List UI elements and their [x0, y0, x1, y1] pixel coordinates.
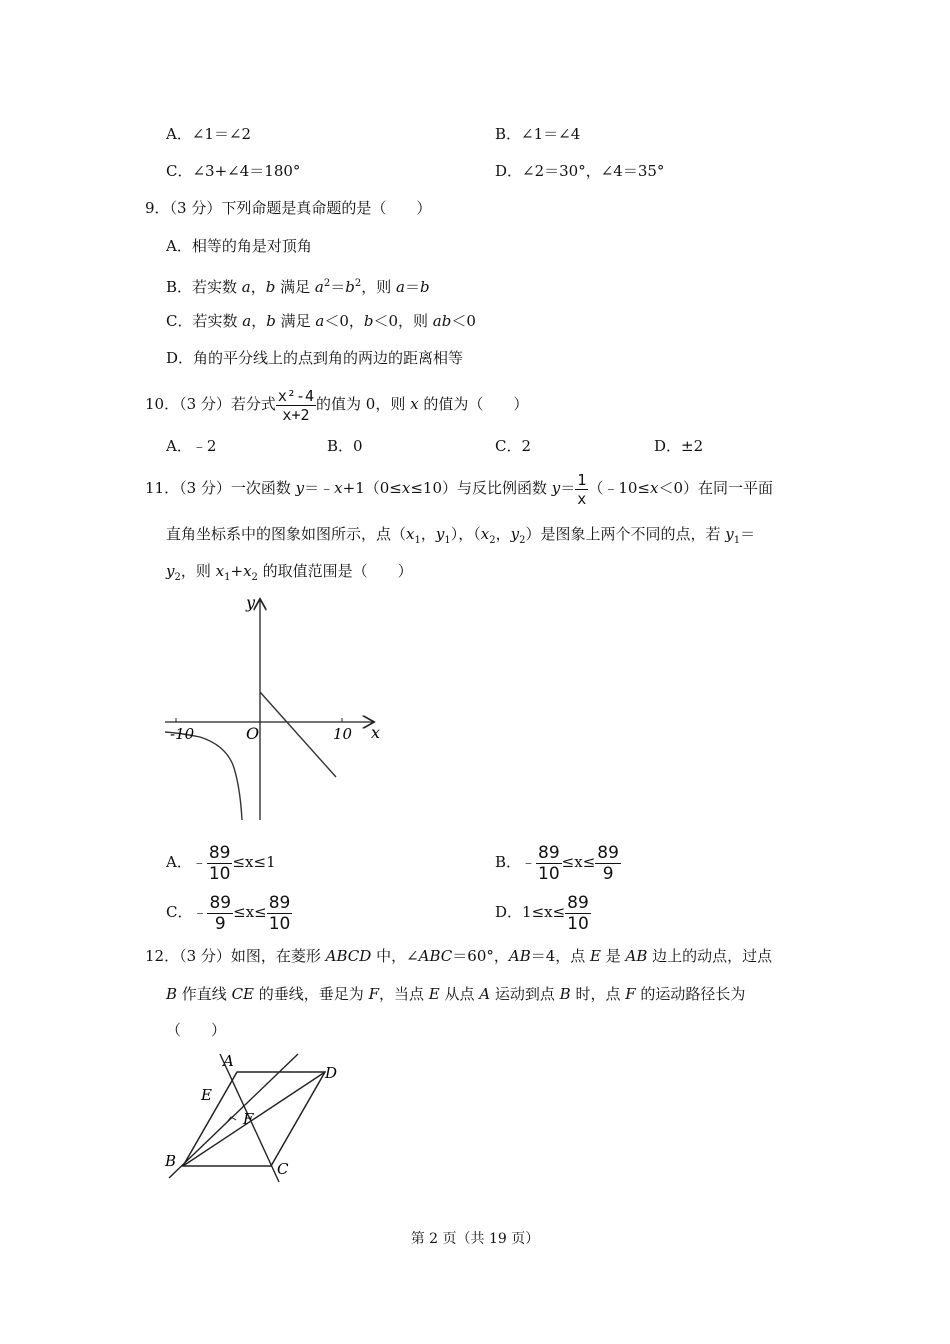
- q11-stem-line2: 直角坐标系中的图象如图所示，点（$x_1$，$y_1$），（$x_2$，$y_2$）是图象上两个不同的点，若 $y_1=$: [166, 525, 756, 546]
- q10-option-a: A．﹣2: [166, 437, 217, 455]
- q11-option-a: A．﹣ $\frac{89}{10}$ ≤x≤1: [166, 842, 276, 884]
- q12-stem-line2: B 作直线 CE 的垂线，垂足为 F，当点 E 从点 A 运动到点 B 时，点 F 的运动路径长为: [166, 985, 746, 1003]
- q9-option-a: A．相等的角是对顶角: [166, 237, 312, 255]
- x-axis-label: x: [371, 723, 381, 742]
- linear-function-line: [260, 692, 336, 777]
- label-a: A: [223, 1052, 234, 1070]
- label-c: C: [277, 1160, 289, 1178]
- q11-option-b: B．﹣ $\frac{89}{10}$ ≤x≤ $\frac{89}{9}$: [495, 842, 619, 884]
- tick-10: 10: [333, 725, 353, 743]
- q10-option-c: C．2: [495, 437, 532, 455]
- q11-function-graph: [160, 590, 390, 830]
- q11-stem-line1: 11．（3 分）一次函数 y＝﹣x+1（0≤x≤10）与反比例函数 y＝ $\frac{1}{x}$ （﹣10≤x＜0）在同一平面: [145, 470, 773, 508]
- q8-option-d: D．∠2＝30°，∠4＝35°: [495, 162, 665, 180]
- q8-option-b: B．∠1＝∠4: [495, 125, 581, 143]
- q8-option-c: C．∠3+∠4＝180°: [166, 162, 301, 180]
- q12-stem-line1: 12．（3 分）如图，在菱形 ABCD 中，∠ABC＝60°，AB＝4，点 E 是 AB 边上的动点，过点: [145, 947, 773, 965]
- q10-option-b: B．0: [327, 437, 363, 455]
- q9-option-d: D．角的平分线上的点到角的两边的距离相等: [166, 349, 464, 367]
- origin-label: O: [246, 724, 260, 743]
- page-footer: 第 2 页（共 19 页）: [410, 1231, 540, 1247]
- q8-option-a: A．∠1＝∠2: [166, 125, 252, 143]
- tick-neg10: -10: [170, 725, 195, 743]
- y-axis-label: y: [246, 593, 256, 612]
- q12-rhombus-figure: [155, 1050, 355, 1190]
- q9-option-c: C．若实数 a，b 满足 a＜0，b＜0，则 ab＜0: [166, 312, 476, 330]
- q11-fraction: $\frac{1}{x}$: [577, 470, 587, 508]
- q11-option-c: C．﹣ $\frac{89}{9}$ ≤x≤ $\frac{89}{10}$: [166, 892, 291, 934]
- label-d: D: [325, 1064, 338, 1082]
- q9-stem: 9．（3 分）下列命题是真命题的是（ ）: [145, 199, 432, 217]
- q10-stem: 10．（3 分）若分式 $\frac{\text{x²-4}}{x+2}$ 的值为 0，则 x 的值为（ ）: [145, 386, 529, 424]
- q11-stem-line3: $y_2$，则 $x_1+x_2$ 的取值范围是（ ）: [166, 562, 413, 583]
- q11-option-d: D．1≤x≤ $\frac{89}{10}$: [495, 892, 589, 934]
- q10-fraction: $\frac{\text{x²-4}}{x+2}$: [277, 386, 315, 424]
- q12-stem-line3: （ ）: [166, 1021, 227, 1039]
- label-f: F: [243, 1110, 254, 1128]
- q9-option-b: B．若实数 a，b 满足 $a^2=b^2$，则 a＝b: [166, 278, 430, 296]
- q10-option-d: D．±2: [654, 437, 704, 455]
- label-b: B: [165, 1152, 177, 1170]
- label-e: E: [201, 1086, 212, 1104]
- hyperbola-curve: [165, 732, 242, 820]
